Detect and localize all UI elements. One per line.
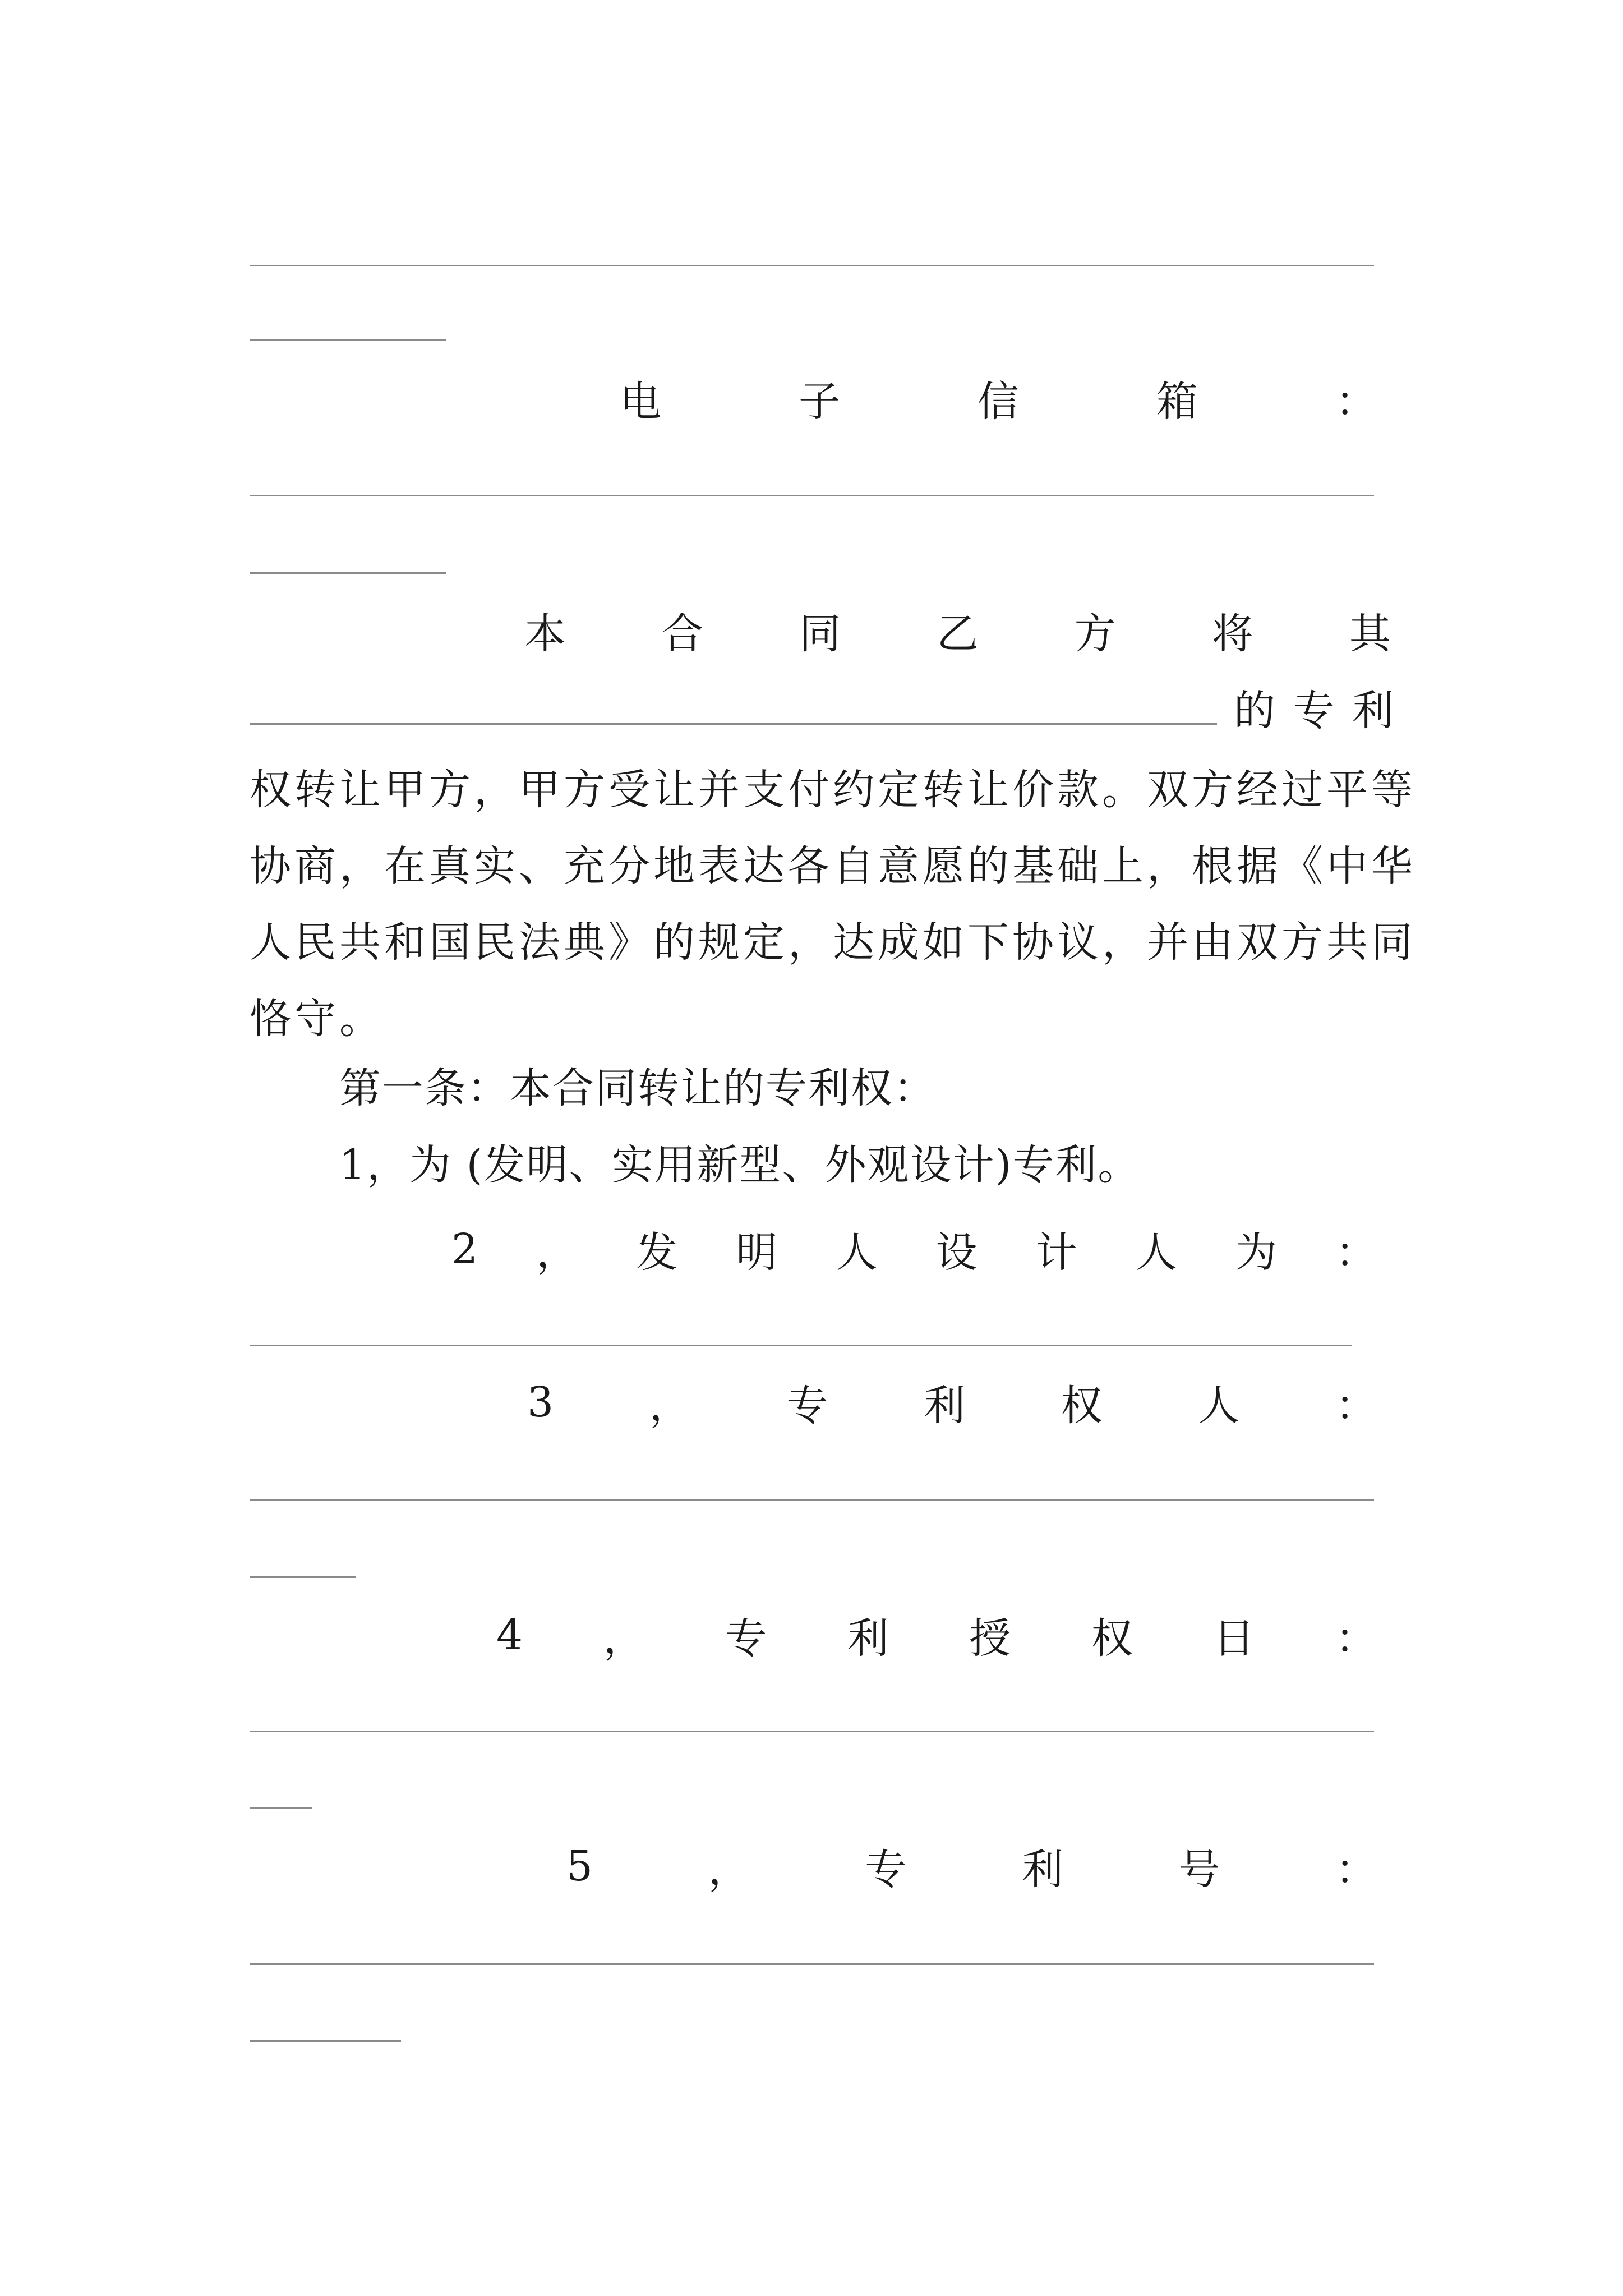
item-2-char: 设 (935, 1228, 978, 1277)
item-4-blank-line-short (250, 1807, 312, 1809)
email-char: 电 (620, 378, 661, 426)
item-4-char: 4 (496, 1611, 523, 1659)
item-5-blank-line (250, 1963, 1374, 1965)
email-label (620, 370, 1377, 426)
item-3-label (527, 1374, 1377, 1430)
item-2-char: ， (536, 1228, 578, 1277)
item-3-char: 专 (786, 1382, 828, 1430)
email-blank-line (250, 495, 1374, 496)
item-5-char: 号 (1178, 1846, 1220, 1894)
item-2-char: 明 (736, 1228, 778, 1277)
item-5-label (566, 1838, 1377, 1894)
item-5-char: 5 (566, 1842, 593, 1890)
intro-paragraph (250, 752, 1416, 1057)
tail-char: 利 (1352, 687, 1394, 735)
item-3-char: 人 (1198, 1382, 1240, 1430)
item-2-label (451, 1221, 1377, 1277)
email-char: 子 (799, 378, 840, 426)
email-char: 箱 (1156, 378, 1198, 426)
patent-name-tail (1217, 678, 1394, 737)
item-5-char: ： (1335, 1846, 1377, 1894)
item-2-char: 计 (1035, 1228, 1077, 1277)
item-5-char: 专 (865, 1846, 907, 1894)
item-5-char: 利 (1021, 1846, 1063, 1894)
item-2-char: 为 (1235, 1228, 1277, 1277)
tail-char: 专 (1293, 687, 1335, 735)
item-4-char: 权 (1091, 1614, 1133, 1663)
paragraph-line: 恪守。 (250, 995, 384, 1043)
paragraph-line: 权转让甲方，甲方受让并支付约定转让价款。双方经过平等 (250, 766, 1416, 814)
item-3-char: 利 (924, 1382, 966, 1430)
intro-char: 其 (1349, 610, 1391, 658)
item-3-char: ， (649, 1382, 691, 1430)
item-3-char: 3 (527, 1378, 554, 1427)
blank-line (250, 265, 1374, 266)
paragraph-line: 人民共和国民法典》的规定，达成如下协议，并由双方共同 (250, 918, 1416, 967)
tail-char: 的 (1234, 687, 1275, 735)
intro-char: 同 (799, 610, 841, 658)
patent-name-blank (250, 723, 1217, 725)
item-4-blank-line (250, 1731, 1374, 1732)
email-char: 信 (978, 378, 1019, 426)
patent-name-row (250, 681, 1394, 737)
article-1-title: 第一条：本合同转让的专利权： (339, 1064, 936, 1112)
item-3-blank-line (250, 1499, 1374, 1501)
item-1: 1，为 (发明、实用新型、外观设计)专利。 (339, 1141, 1141, 1189)
item-2-char: 发 (636, 1228, 678, 1277)
item-4-label (496, 1607, 1377, 1663)
intro-char: 乙 (937, 610, 979, 658)
item-4-char: ： (1335, 1614, 1377, 1663)
email-colon: ： (1335, 378, 1377, 426)
item-5-char: ， (708, 1846, 750, 1894)
paragraph-line: 协商，在真实、充分地表达各自意愿的基础上，根据《中华 (250, 842, 1416, 890)
intro-char: 方 (1074, 610, 1116, 658)
item-4-char: 专 (725, 1614, 767, 1663)
intro-heading (524, 602, 1391, 659)
item-4-char: 授 (969, 1614, 1011, 1663)
item-3-blank-line-short (250, 1576, 356, 1578)
item-3-char: ： (1335, 1382, 1377, 1430)
email-blank-line-short (250, 572, 446, 574)
item-2-char: 2 (451, 1225, 478, 1273)
item-4-char: 日 (1213, 1614, 1255, 1663)
item-2-char: 人 (1135, 1228, 1177, 1277)
item-2-char: 人 (836, 1228, 878, 1277)
intro-char: 将 (1211, 610, 1253, 658)
item-4-char: 利 (847, 1614, 889, 1663)
item-5-blank-line-short (250, 2040, 401, 2042)
item-4-char: ， (603, 1614, 645, 1663)
item-3-char: 权 (1061, 1382, 1103, 1430)
intro-char: 合 (662, 610, 704, 658)
intro-char: 本 (524, 610, 566, 658)
item-2-blank-line (250, 1345, 1352, 1346)
item-2-char: ： (1335, 1228, 1377, 1277)
blank-line-short (250, 339, 446, 341)
